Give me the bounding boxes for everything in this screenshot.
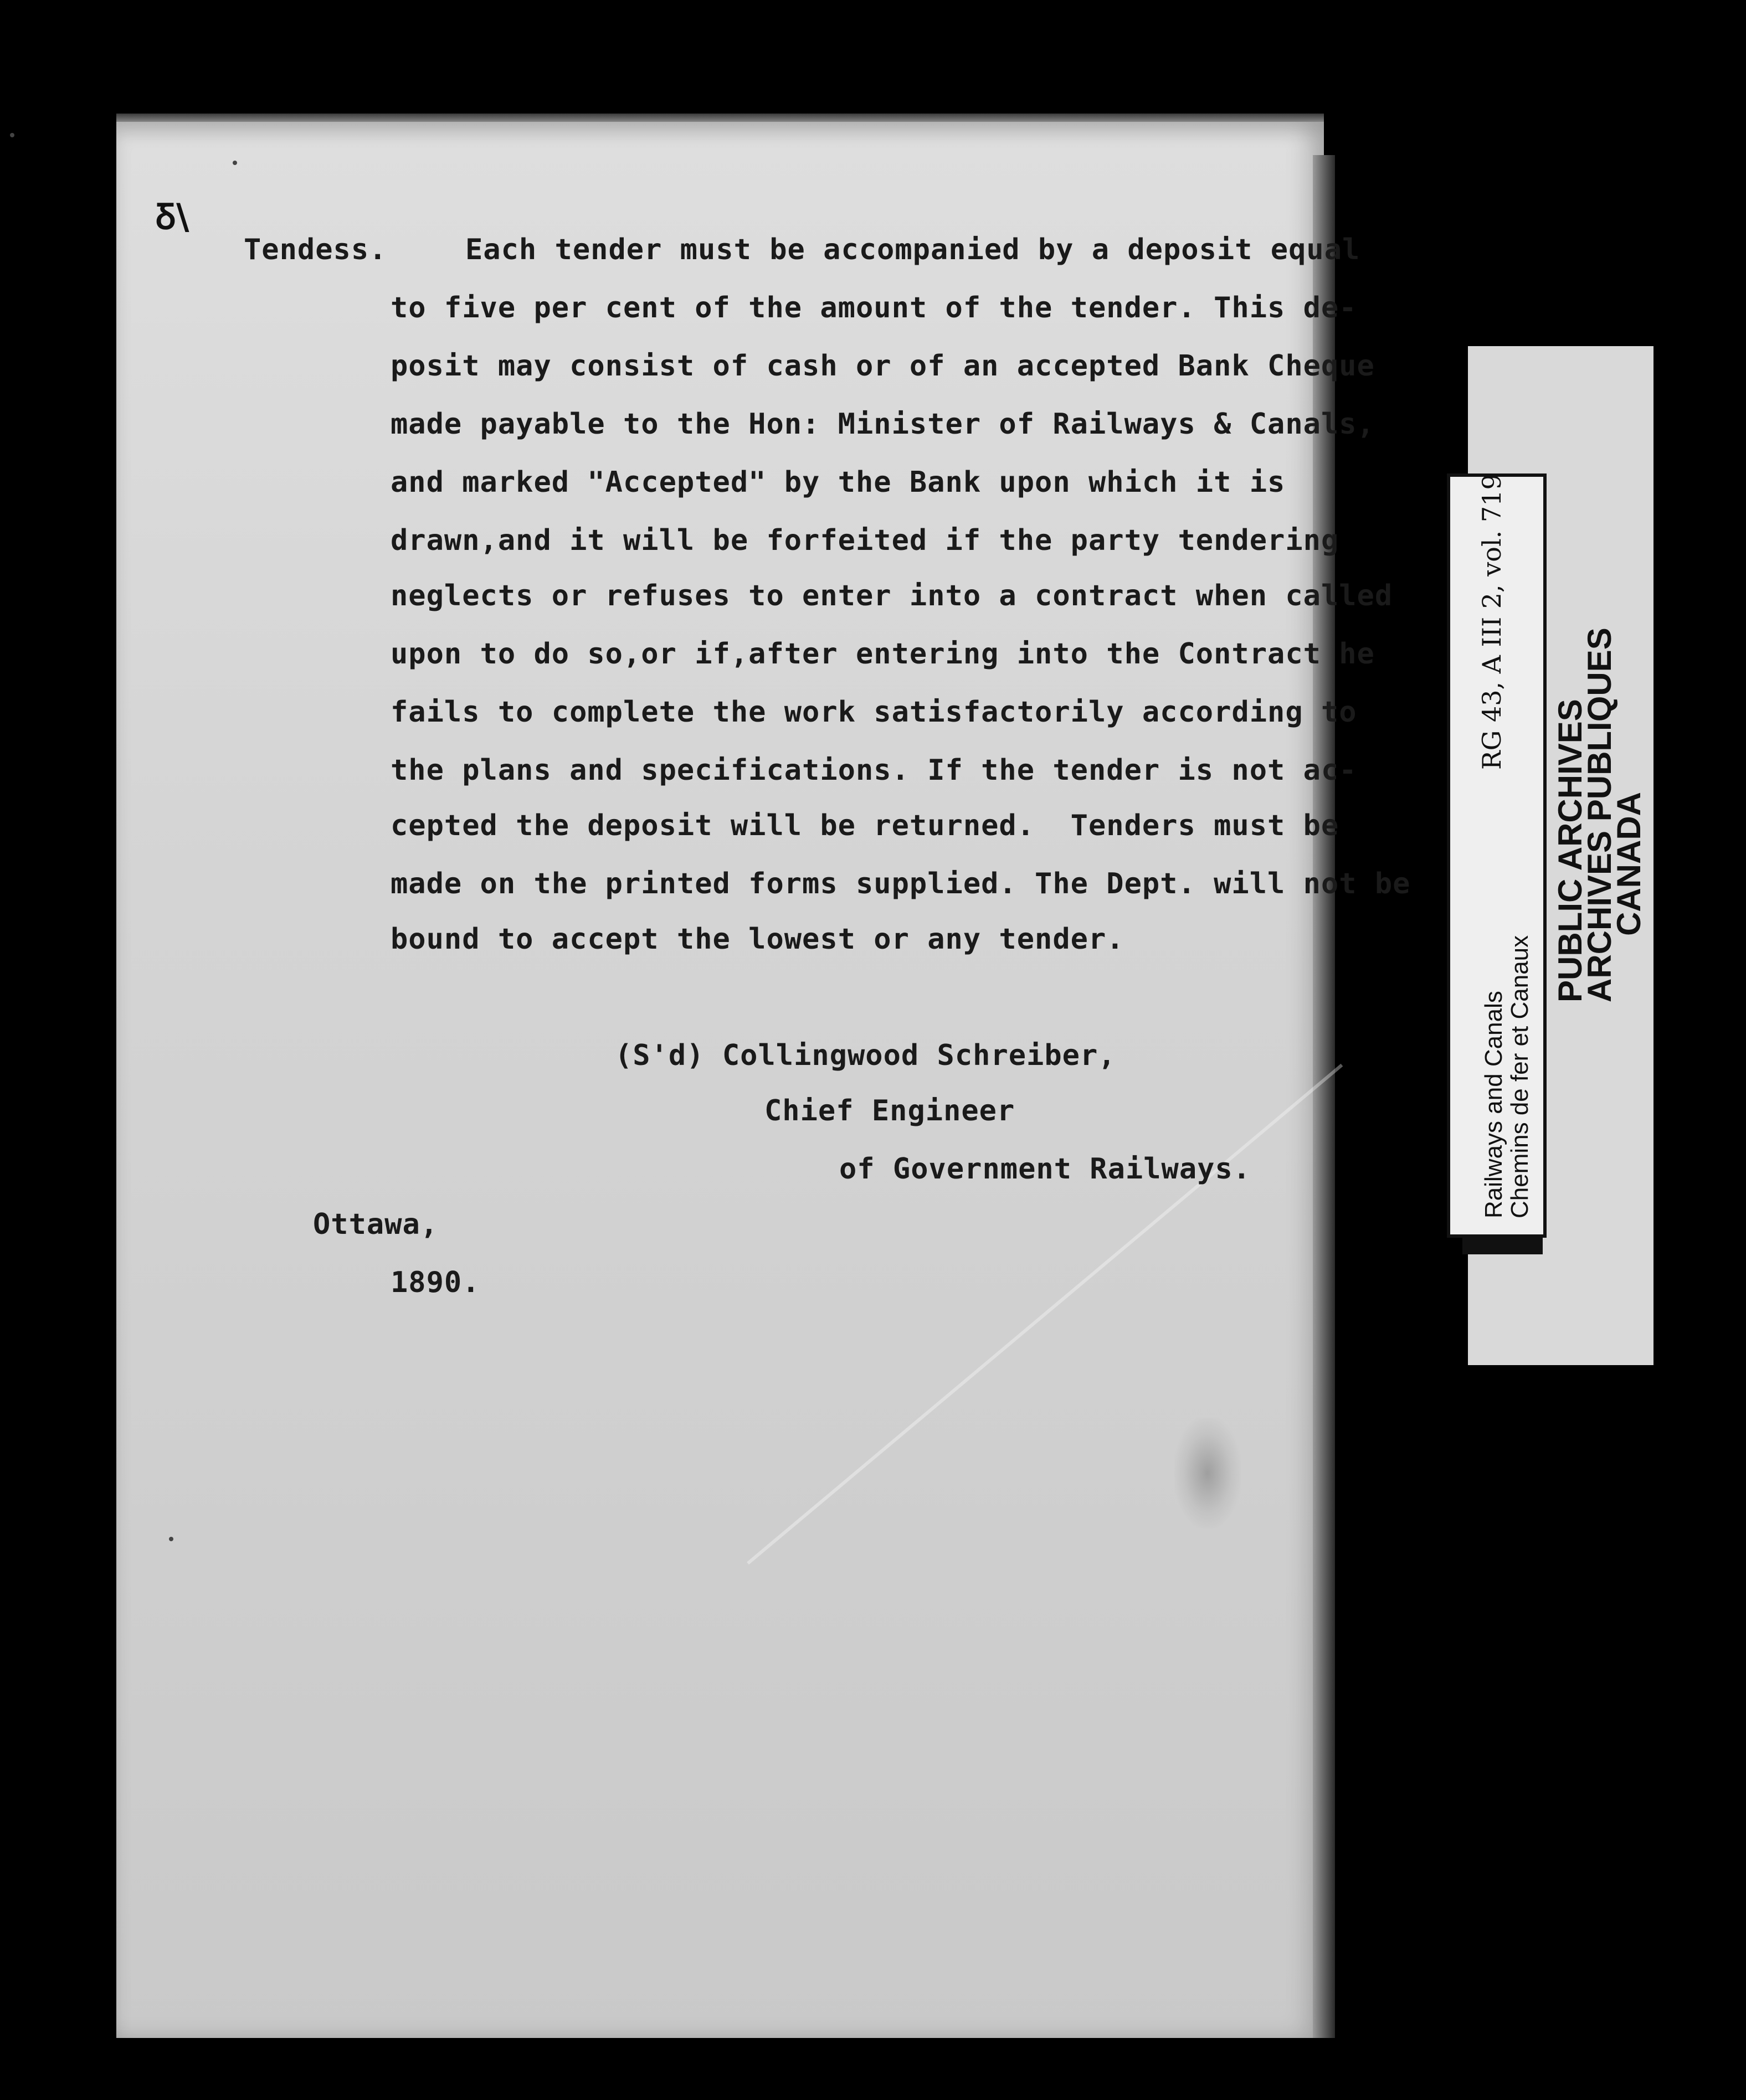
signature-title-1: Chief Engineer (764, 1094, 1015, 1128)
archive-label-shadow (1462, 1235, 1543, 1254)
body-line-13: bound to accept the lowest or any tender. (391, 923, 1124, 956)
archive-series-en: Railways and Canals (1480, 991, 1507, 1218)
archive-reference: RG 43, A III 2, vol. 719 (1477, 473, 1507, 770)
archive-country: CANADA (1610, 792, 1647, 936)
body-line-2: to five per cent of the amount of the tender. This de- (391, 291, 1357, 325)
body-line-10: the plans and specifications. If the tender is not ac- (391, 754, 1357, 787)
body-line-1: Each tender must be accompanied by a deposit equal (465, 233, 1360, 266)
body-line-11: cepted the deposit will be returned. Tenders must be (391, 809, 1339, 842)
body-line-12: made on the printed forms supplied. The Dept. will not be (391, 867, 1411, 900)
body-line-7: neglects or refuses to enter into a contract when called (391, 579, 1393, 612)
archive-series-fr: Chemins de fer et Canaux (1506, 935, 1533, 1218)
body-line-5: and marked "Accepted" by the Bank upon which it is (391, 466, 1286, 499)
signature-name: (S'd) Collingwood Schreiber, (615, 1039, 1116, 1072)
speck (233, 161, 237, 165)
speck (10, 133, 14, 137)
body-line-9: fails to complete the work satisfactorily according to (391, 696, 1357, 729)
body-line-8: upon to do so,or if,after entering into the Contract he (391, 637, 1375, 671)
margin-mark: Ᵹ\ (155, 196, 189, 238)
margin-heading: Tendess. (244, 233, 387, 266)
body-line-3: posit may consist of cash or of an accepted Bank Cheque (391, 349, 1375, 383)
body-line-4: made payable to the Hon: Minister of Railways & Canals, (391, 408, 1375, 441)
archive-institution-en: PUBLIC ARCHIVES (1552, 699, 1589, 1002)
body-line-6: drawn,and it will be forfeited if the party tendering (391, 524, 1339, 557)
year: 1890. (391, 1266, 480, 1299)
paper-smudge (1174, 1418, 1241, 1528)
signature-title-2: of Government Railways. (839, 1152, 1251, 1186)
archive-institution-fr: ARCHIVES PUBLIQUES (1581, 627, 1618, 1002)
speck (169, 1537, 173, 1541)
place: Ottawa, (313, 1208, 439, 1241)
